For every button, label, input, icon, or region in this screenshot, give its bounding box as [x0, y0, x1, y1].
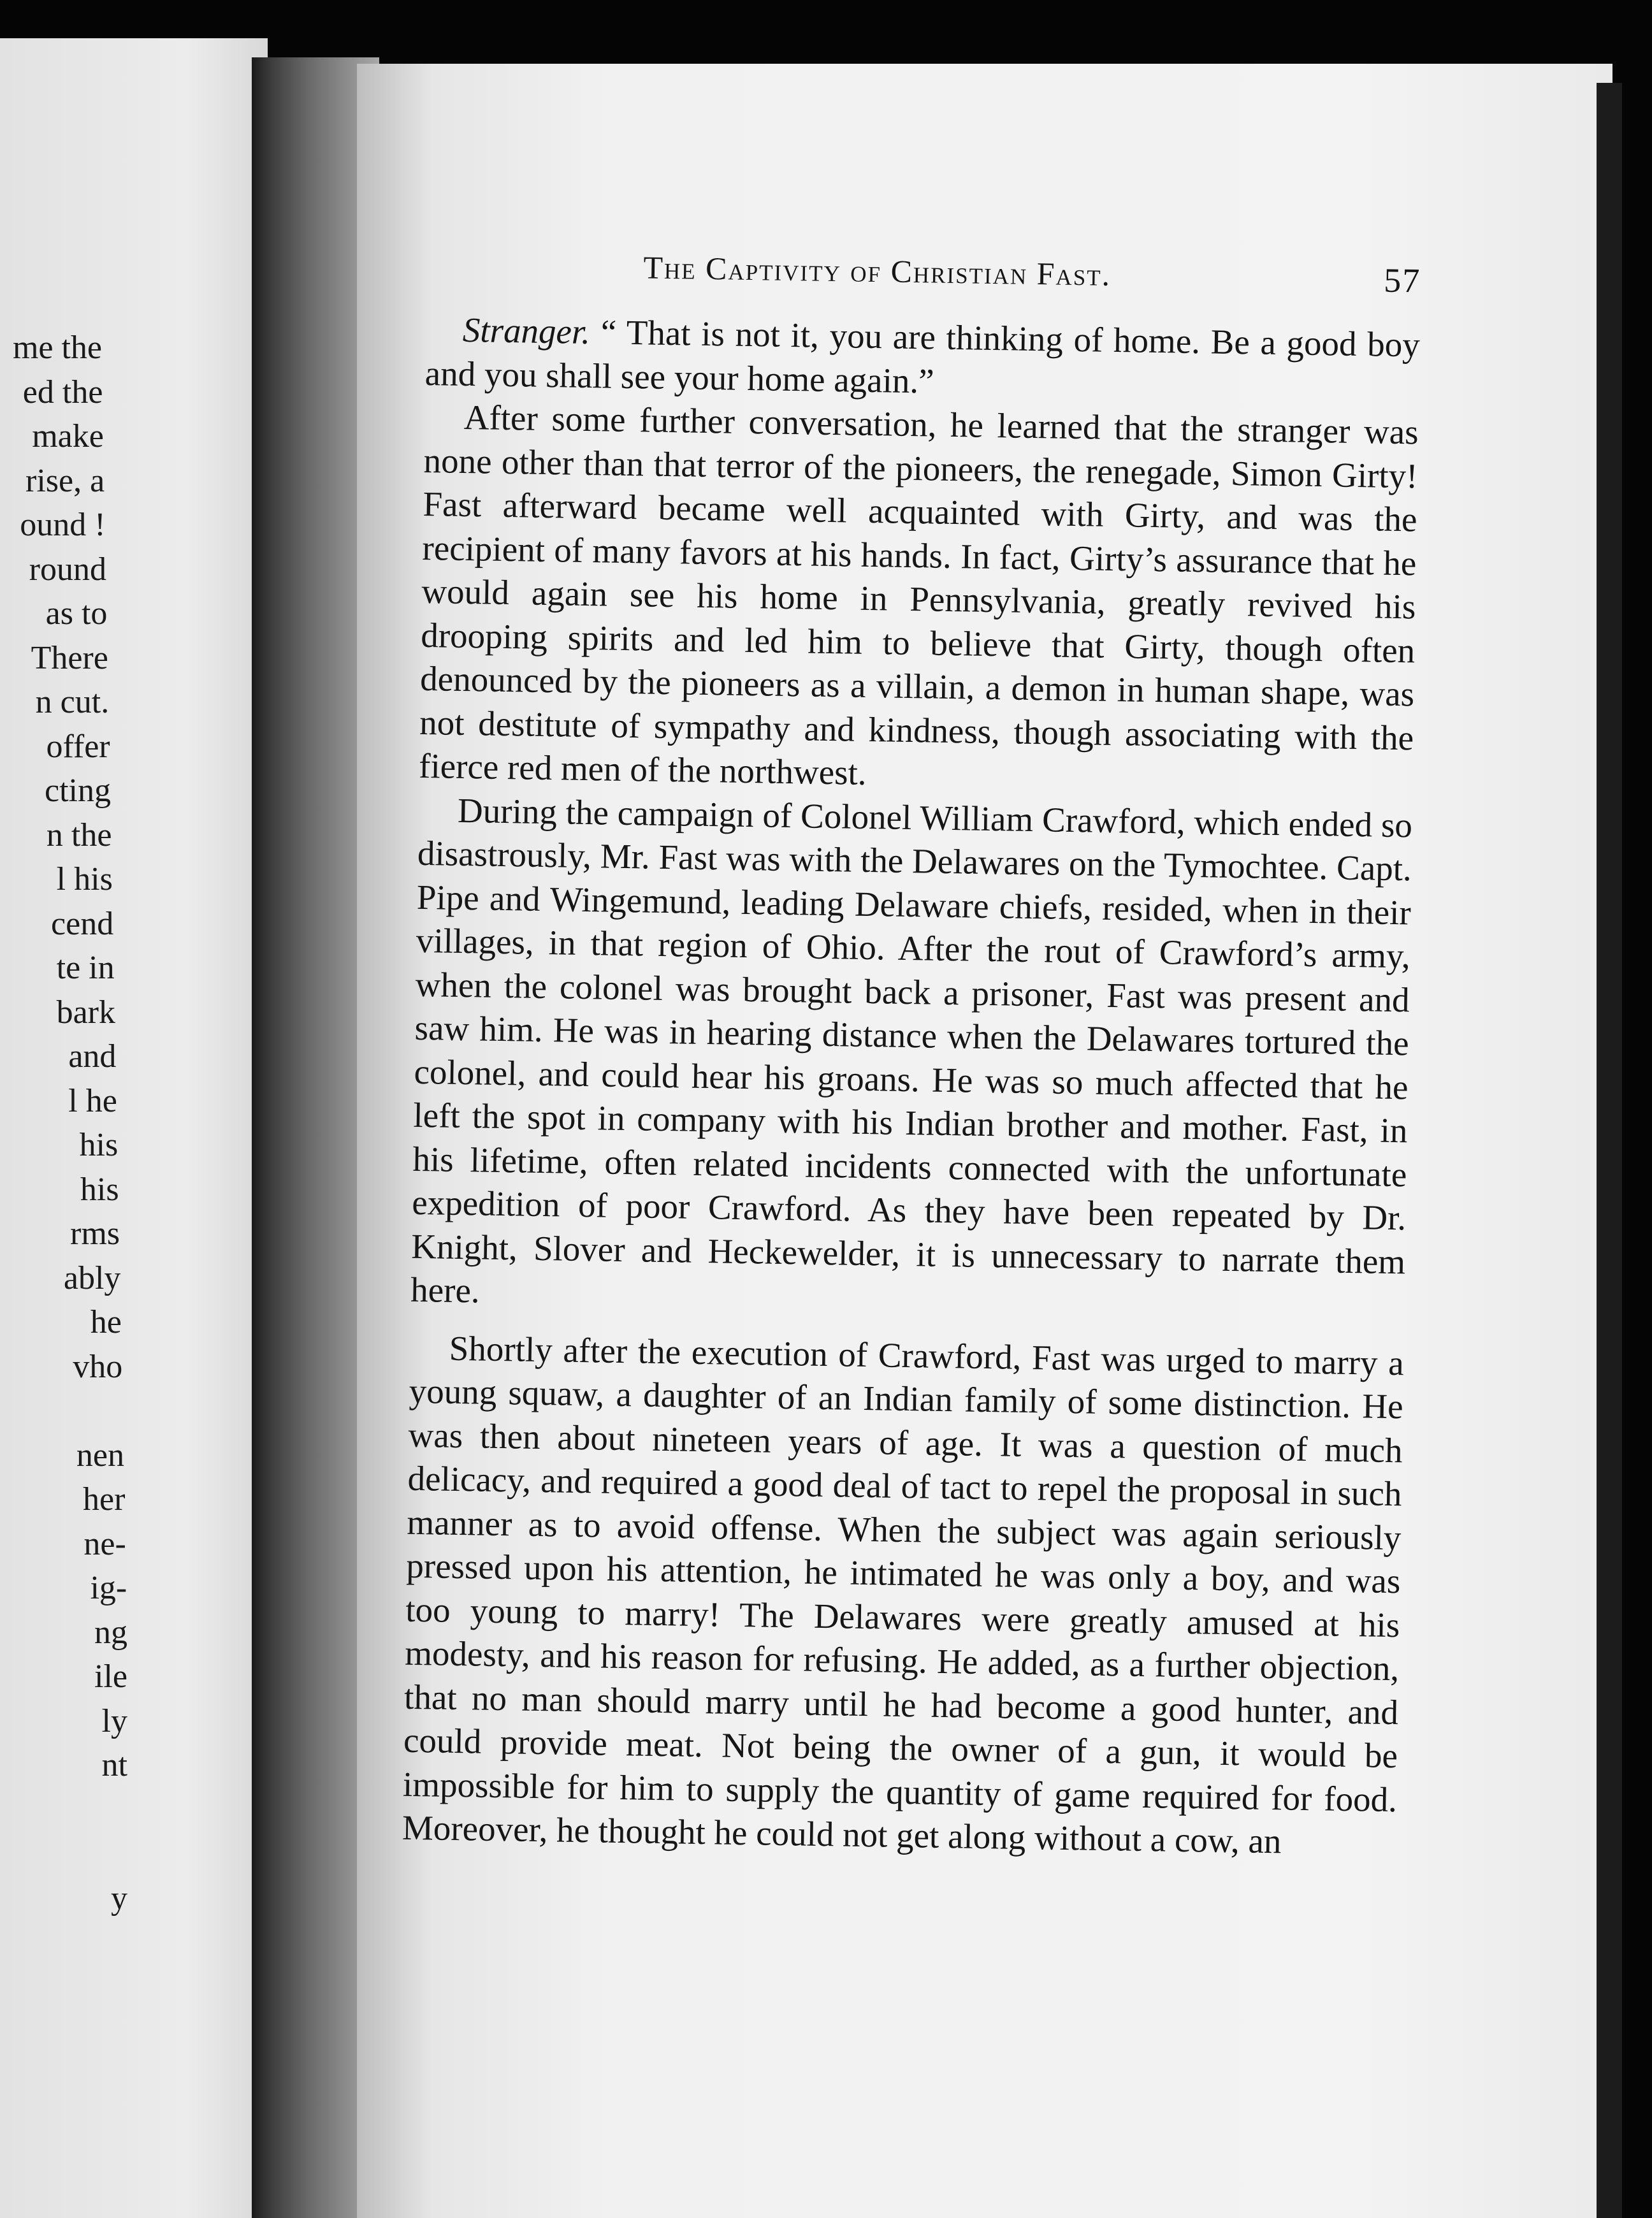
facing-page-line: ne-	[83, 1525, 126, 1562]
paragraph	[424, 308, 1420, 410]
facing-page-line: cend	[51, 905, 114, 942]
facing-page-line: ably	[63, 1259, 121, 1296]
facing-page-line: l he	[68, 1082, 117, 1119]
facing-page-line: cting	[45, 772, 111, 809]
facing-page-line: her	[83, 1481, 126, 1518]
paragraph: Shortly after the execution of Crawford, Fast was urged to marry a young squaw, a daughter of an Indian family of some distinction. He was then about nineteen years of age. It was a question of much delicacy, and required a good deal of tact to repel the proposal in such manner as to avoid offense. When the subject was again seriously pressed upon his attention, he intimated he was only a boy, and was too young to marry! The Delawares were greatly amused at his modesty, and his reason for refusing. He added, as a further objection, that no man should marry until he had become a good hunter, and could provide meat. Not being the owner of a gun, it would be impossible for him to supply the quantity of game required for food. Moreover, he thought he could not get along without a cow, an	[402, 1328, 1405, 1861]
facing-page-line: and	[68, 1038, 117, 1075]
facing-page-line: There	[31, 639, 108, 676]
facing-page-line: me the	[12, 330, 102, 366]
facing-page-line: n the	[46, 816, 112, 853]
facing-page-line: ile	[94, 1658, 127, 1695]
facing-page-line: bark	[56, 994, 115, 1031]
facing-page-line: nen	[76, 1437, 124, 1474]
speaker-label: Stranger.	[462, 310, 591, 352]
facing-page-line: nt	[101, 1747, 127, 1783]
page-edge	[1597, 83, 1622, 2218]
facing-page-line: his	[79, 1127, 119, 1163]
facing-page-line: make	[32, 418, 104, 454]
facing-page-line: ng	[94, 1614, 127, 1651]
facing-page-line: ound !	[20, 507, 106, 543]
facing-page-line: y	[111, 1880, 127, 1917]
facing-page	[0, 38, 268, 2218]
body-text	[402, 308, 1420, 1866]
facing-page-line: l his	[56, 861, 113, 897]
facing-page-line: rise, a	[25, 462, 105, 499]
facing-page-line: offer	[46, 728, 110, 765]
facing-page-line: rms	[70, 1215, 120, 1252]
facing-page-line: round	[29, 551, 106, 588]
facing-page-line: n cut.	[35, 684, 110, 720]
facing-page-line: ed the	[22, 373, 103, 410]
facing-page-line: as to	[45, 595, 108, 632]
facing-page-line: vho	[73, 1348, 123, 1385]
paragraph: During the campaign of Colonel William Crawford, which ended so disastrously, Mr. Fast was with the Delawares on the Tymochtee. Capt. Pipe and Wingemund, leading Delaware chiefs, resided, when in their villages, in that region of Ohio. After the rout of Crawford’s army, when the colonel was brought back a prisoner, Fast was present and saw him. He was in hearing distance when the Delawares tortured the colonel, and could hear his groans. He was so much affected that he left the spot in company with his Indian brother and mother. Fast, in his lifetime, often related incidents connected with the unfortunate expedition of poor Crawford. As they have been repeated by Dr. Knight, Slover and Heckewelder, it is unnecessary to narrate them here.	[410, 790, 1413, 1310]
page-number: 57	[1383, 261, 1421, 300]
facing-page-line: his	[80, 1171, 119, 1208]
paragraph: After some further conversation, he learned that the stranger was none other than that terror of the pioneers, the renegade, Simon Girty! Fast afterward became well acquainted with Girty, and was the recipient of many favors at his hands. In fact, Girty’s assurance that he would again see his home in Pennsylvania, greatly revived his drooping spirits and led him to believe that Girty, though often denounced by the pioneers as a villain, a demon in human shape, was not destitute of sympathy and kindness, though associating with the fierce red men of the northwest.	[418, 397, 1419, 792]
paragraph-text: “ That is not it, you are thinking of home. Be a good boy and you shall see your home again.”	[424, 312, 1421, 401]
facing-page-line: te in	[56, 950, 115, 986]
page-content	[402, 245, 1421, 1866]
facing-page-line: ig-	[90, 1570, 127, 1606]
running-title: The Captivity of Christian Fast.	[643, 249, 1112, 293]
facing-page-line: he	[90, 1304, 122, 1340]
facing-page-text	[0, 293, 268, 1950]
facing-page-line: ly	[101, 1702, 127, 1739]
